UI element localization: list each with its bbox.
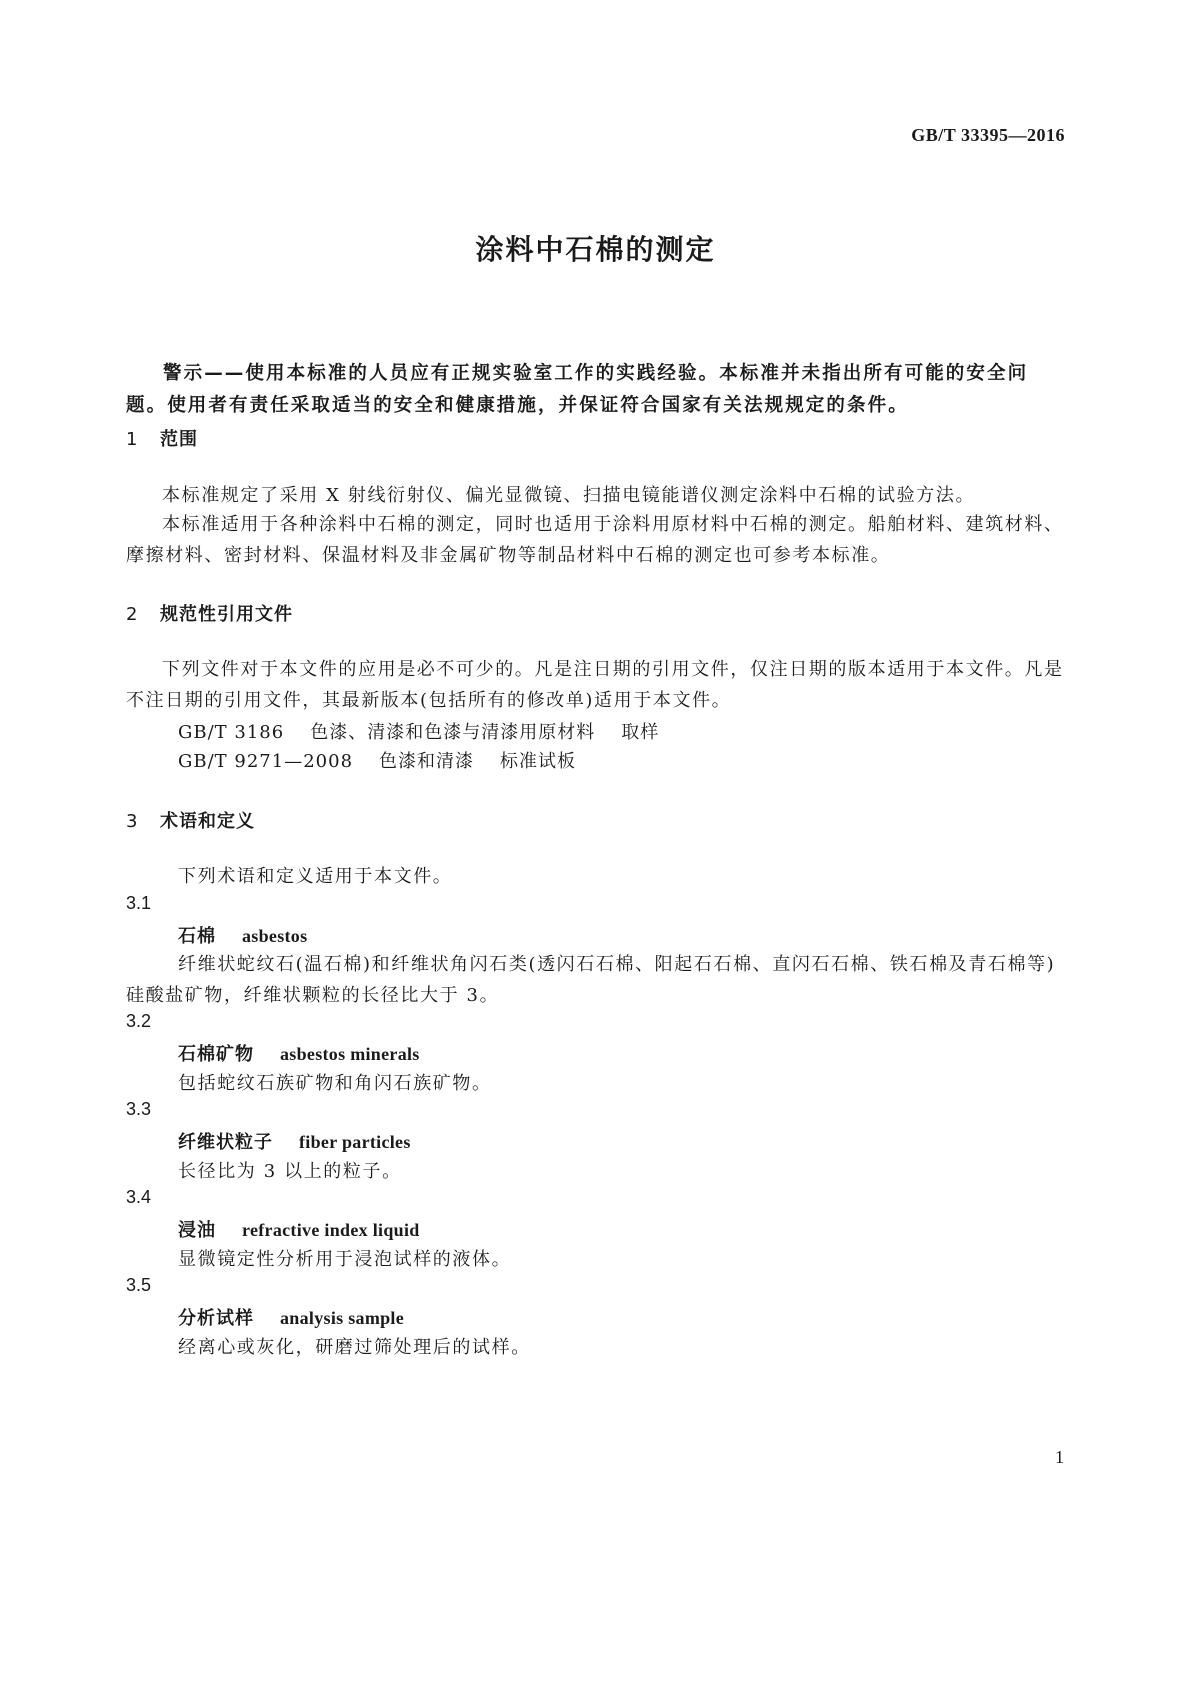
section-number: 1 (126, 429, 139, 450)
scope-paragraph-1: 本标准规定了采用 X 射线衍射仪、偏光显微镜、扫描电镜能谱仪测定涂料中石棉的试验方法。 (162, 485, 976, 506)
section-title: 范围 (160, 429, 198, 450)
term-definition: 纤维状蛇纹石(温石棉)和纤维状角闪石类(透闪石石棉、阳起石石棉、直闪石石棉、铁石棉及青石棉等)硅酸盐矿物，纤维状颗粒的长径比大于 3。 (126, 954, 1056, 1006)
term-chinese: 纤维状粒子 (178, 1132, 273, 1153)
term-chinese: 浸油 (178, 1220, 216, 1241)
term-definition: 经离心或灰化，研磨过筛处理后的试样。 (178, 1337, 531, 1358)
section-number: 3 (126, 811, 139, 832)
reference-code: GB/T 3186 (178, 722, 285, 743)
section-2-heading (126, 600, 293, 626)
reference-subtitle: 取样 (621, 722, 660, 743)
reference-subtitle: 标准试板 (500, 751, 577, 772)
term-clause-number: 3.5 (126, 1275, 152, 1295)
term-chinese: 分析试样 (178, 1308, 254, 1329)
term-english: refractive index liquid (242, 1220, 420, 1240)
reference-title: 色漆、清漆和色漆与清漆用原材料 (310, 722, 596, 743)
term-definition: 包括蛇纹石族矿物和角闪石族矿物。 (178, 1073, 492, 1094)
term-clause-number: 3.1 (126, 893, 152, 913)
term-heading (178, 1128, 411, 1154)
term-definition: 长径比为 3 以上的粒子。 (178, 1161, 402, 1182)
section-1-heading (126, 425, 198, 451)
reference-item (178, 718, 659, 744)
reference-code: GB/T 9271—2008 (178, 751, 354, 772)
normative-refs-paragraph: 下列文件对于本文件的应用是必不可少的。凡是注日期的引用文件，仅注日期的版本适用于本文件。凡是不注日期的引用文件，其最新版本(包括所有的修改单)适用于本文件。 (126, 659, 1064, 711)
document-title: 涂料中石棉的测定 (475, 233, 716, 266)
reference-item (178, 747, 576, 773)
term-heading (178, 922, 307, 948)
term-english: analysis sample (280, 1308, 405, 1328)
term-clause-number: 3.4 (126, 1187, 152, 1207)
standard-number: GB/T 33395—2016 (911, 125, 1065, 145)
term-definition: 显微镜定性分析用于浸泡试样的液体。 (178, 1249, 512, 1270)
term-chinese: 石棉 (178, 926, 216, 947)
term-clause-number: 3.2 (126, 1011, 152, 1031)
term-english: asbestos minerals (280, 1044, 420, 1064)
terms-intro: 下列术语和定义适用于本文件。 (178, 866, 453, 887)
section-number: 2 (126, 604, 139, 625)
scope-paragraph-2: 本标准适用于各种涂料中石棉的测定，同时也适用于涂料用原材料中石棉的测定。船舶材料、建筑材料、摩擦材料、密封材料、保温材料及非金属矿物等制品材料中石棉的测定也可参考本标准。 (126, 514, 1064, 566)
term-english: asbestos (242, 926, 308, 946)
term-heading (178, 1040, 420, 1066)
safety-warning: 警示——使用本标准的人员应有正规实验室工作的实践经验。本标准并未指出所有可能的安全问题。使用者有责任采取适当的安全和健康措施，并保证符合国家有关法规规定的条件。 (126, 363, 1029, 416)
term-chinese: 石棉矿物 (178, 1044, 254, 1065)
section-title: 规范性引用文件 (160, 604, 293, 625)
term-heading (178, 1304, 404, 1330)
term-english: fiber particles (299, 1132, 411, 1152)
section-3-heading (126, 807, 255, 833)
reference-title: 色漆和清漆 (379, 751, 475, 772)
term-heading (178, 1216, 420, 1242)
term-clause-number: 3.3 (126, 1099, 152, 1119)
page-number: 1 (1055, 1447, 1064, 1467)
section-title: 术语和定义 (160, 811, 255, 832)
